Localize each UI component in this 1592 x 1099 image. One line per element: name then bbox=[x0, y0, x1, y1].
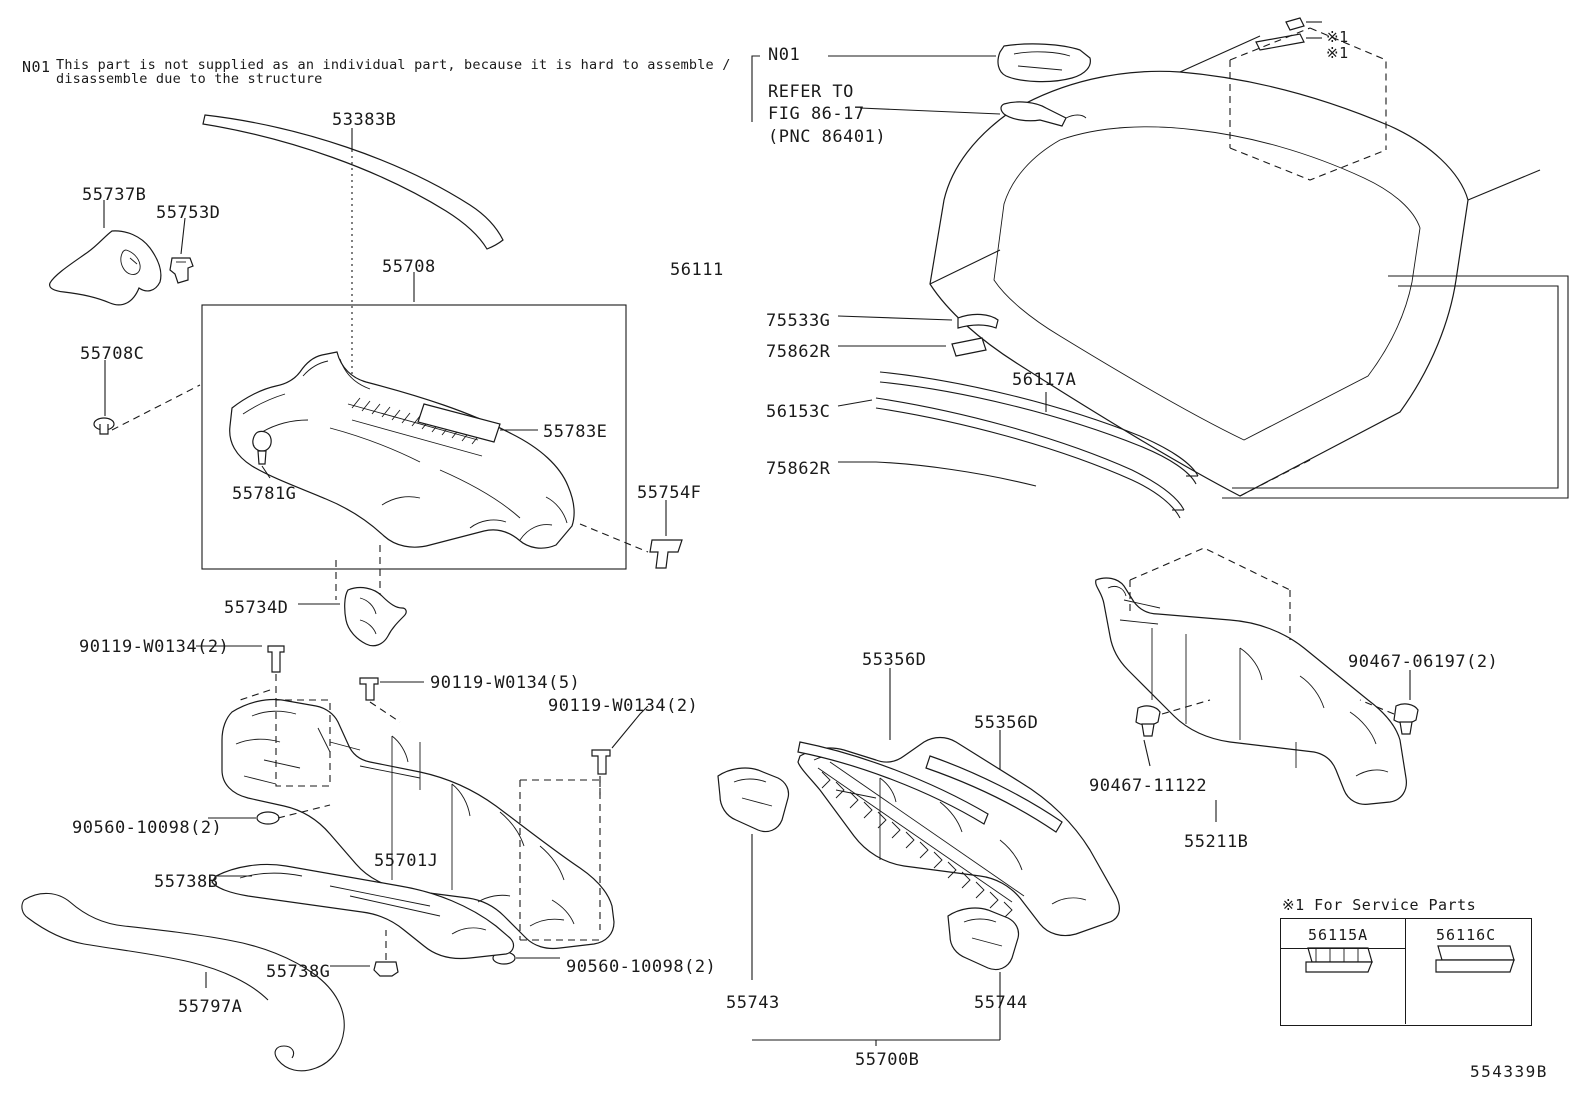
part-label-55708C: 55708C bbox=[80, 344, 145, 364]
part-label-56117A: 56117A bbox=[1012, 370, 1077, 390]
service-parts-note: ※1 For Service Parts bbox=[1282, 896, 1477, 914]
service-part-code-56116C: 56116C bbox=[1436, 926, 1497, 944]
part-label-55754F: 55754F bbox=[637, 483, 702, 503]
part-label-55356D-b: 55356D bbox=[974, 713, 1039, 733]
part-label-56153C: 56153C bbox=[766, 402, 831, 422]
part-label-56111: 56111 bbox=[670, 260, 724, 280]
part-label-55701J: 55701J bbox=[374, 851, 439, 871]
part-label-75533G: 75533G bbox=[766, 311, 831, 331]
part-label-90467-11122: 90467-11122 bbox=[1089, 776, 1208, 796]
service-part-code-56115A: 56115A bbox=[1308, 926, 1369, 944]
part-label-53383B: 53383B bbox=[332, 110, 397, 130]
service-parts-vertical-divider bbox=[1405, 948, 1406, 1024]
note-n01-line2: disassemble due to the structure bbox=[56, 71, 323, 87]
note-refer-key: N01 bbox=[768, 45, 801, 65]
star-note-1a: ※1 bbox=[1326, 28, 1349, 46]
part-label-75862R-bottom: 75862R bbox=[766, 459, 831, 479]
part-label-55737B: 55737B bbox=[82, 185, 147, 205]
part-label-75862R-top: 75862R bbox=[766, 342, 831, 362]
part-label-55211B: 55211B bbox=[1184, 832, 1249, 852]
figure-code: 554339B bbox=[1470, 1062, 1548, 1081]
part-label-90119-W0134-2a: 90119-W0134(2) bbox=[79, 637, 230, 657]
part-label-55708: 55708 bbox=[382, 257, 436, 277]
part-label-55738B: 55738B bbox=[154, 872, 219, 892]
part-label-90119-W0134-5: 90119-W0134(5) bbox=[430, 673, 581, 693]
part-label-55743: 55743 bbox=[726, 993, 780, 1013]
part-label-55797A: 55797A bbox=[178, 997, 243, 1017]
part-label-55753D: 55753D bbox=[156, 203, 221, 223]
part-label-90560-10098-2b: 90560-10098(2) bbox=[566, 957, 717, 977]
part-label-55734D: 55734D bbox=[224, 598, 289, 618]
note-refer-line3: (PNC 86401) bbox=[768, 127, 887, 147]
part-label-90119-W0134-2b: 90119-W0134(2) bbox=[548, 696, 699, 716]
part-label-90560-10098-2a: 90560-10098(2) bbox=[72, 818, 223, 838]
star-note-1b: ※1 bbox=[1326, 44, 1349, 62]
part-label-55738G: 55738G bbox=[266, 962, 331, 982]
part-label-55700B: 55700B bbox=[855, 1050, 920, 1070]
note-n01-line1: This part is not supplied as an individual part, because it is hard to assemble / bbox=[56, 57, 731, 73]
note-refer-line1: REFER TO bbox=[768, 82, 854, 102]
part-label-90467-06197-2: 90467-06197(2) bbox=[1348, 652, 1499, 672]
part-label-55783E: 55783E bbox=[543, 422, 608, 442]
part-label-55744: 55744 bbox=[974, 993, 1028, 1013]
note-refer-line2: FIG 86-17 bbox=[768, 104, 865, 124]
part-label-55781G: 55781G bbox=[232, 484, 297, 504]
part-label-55356D-a: 55356D bbox=[862, 650, 927, 670]
note-n01-key: N01 bbox=[22, 58, 51, 76]
